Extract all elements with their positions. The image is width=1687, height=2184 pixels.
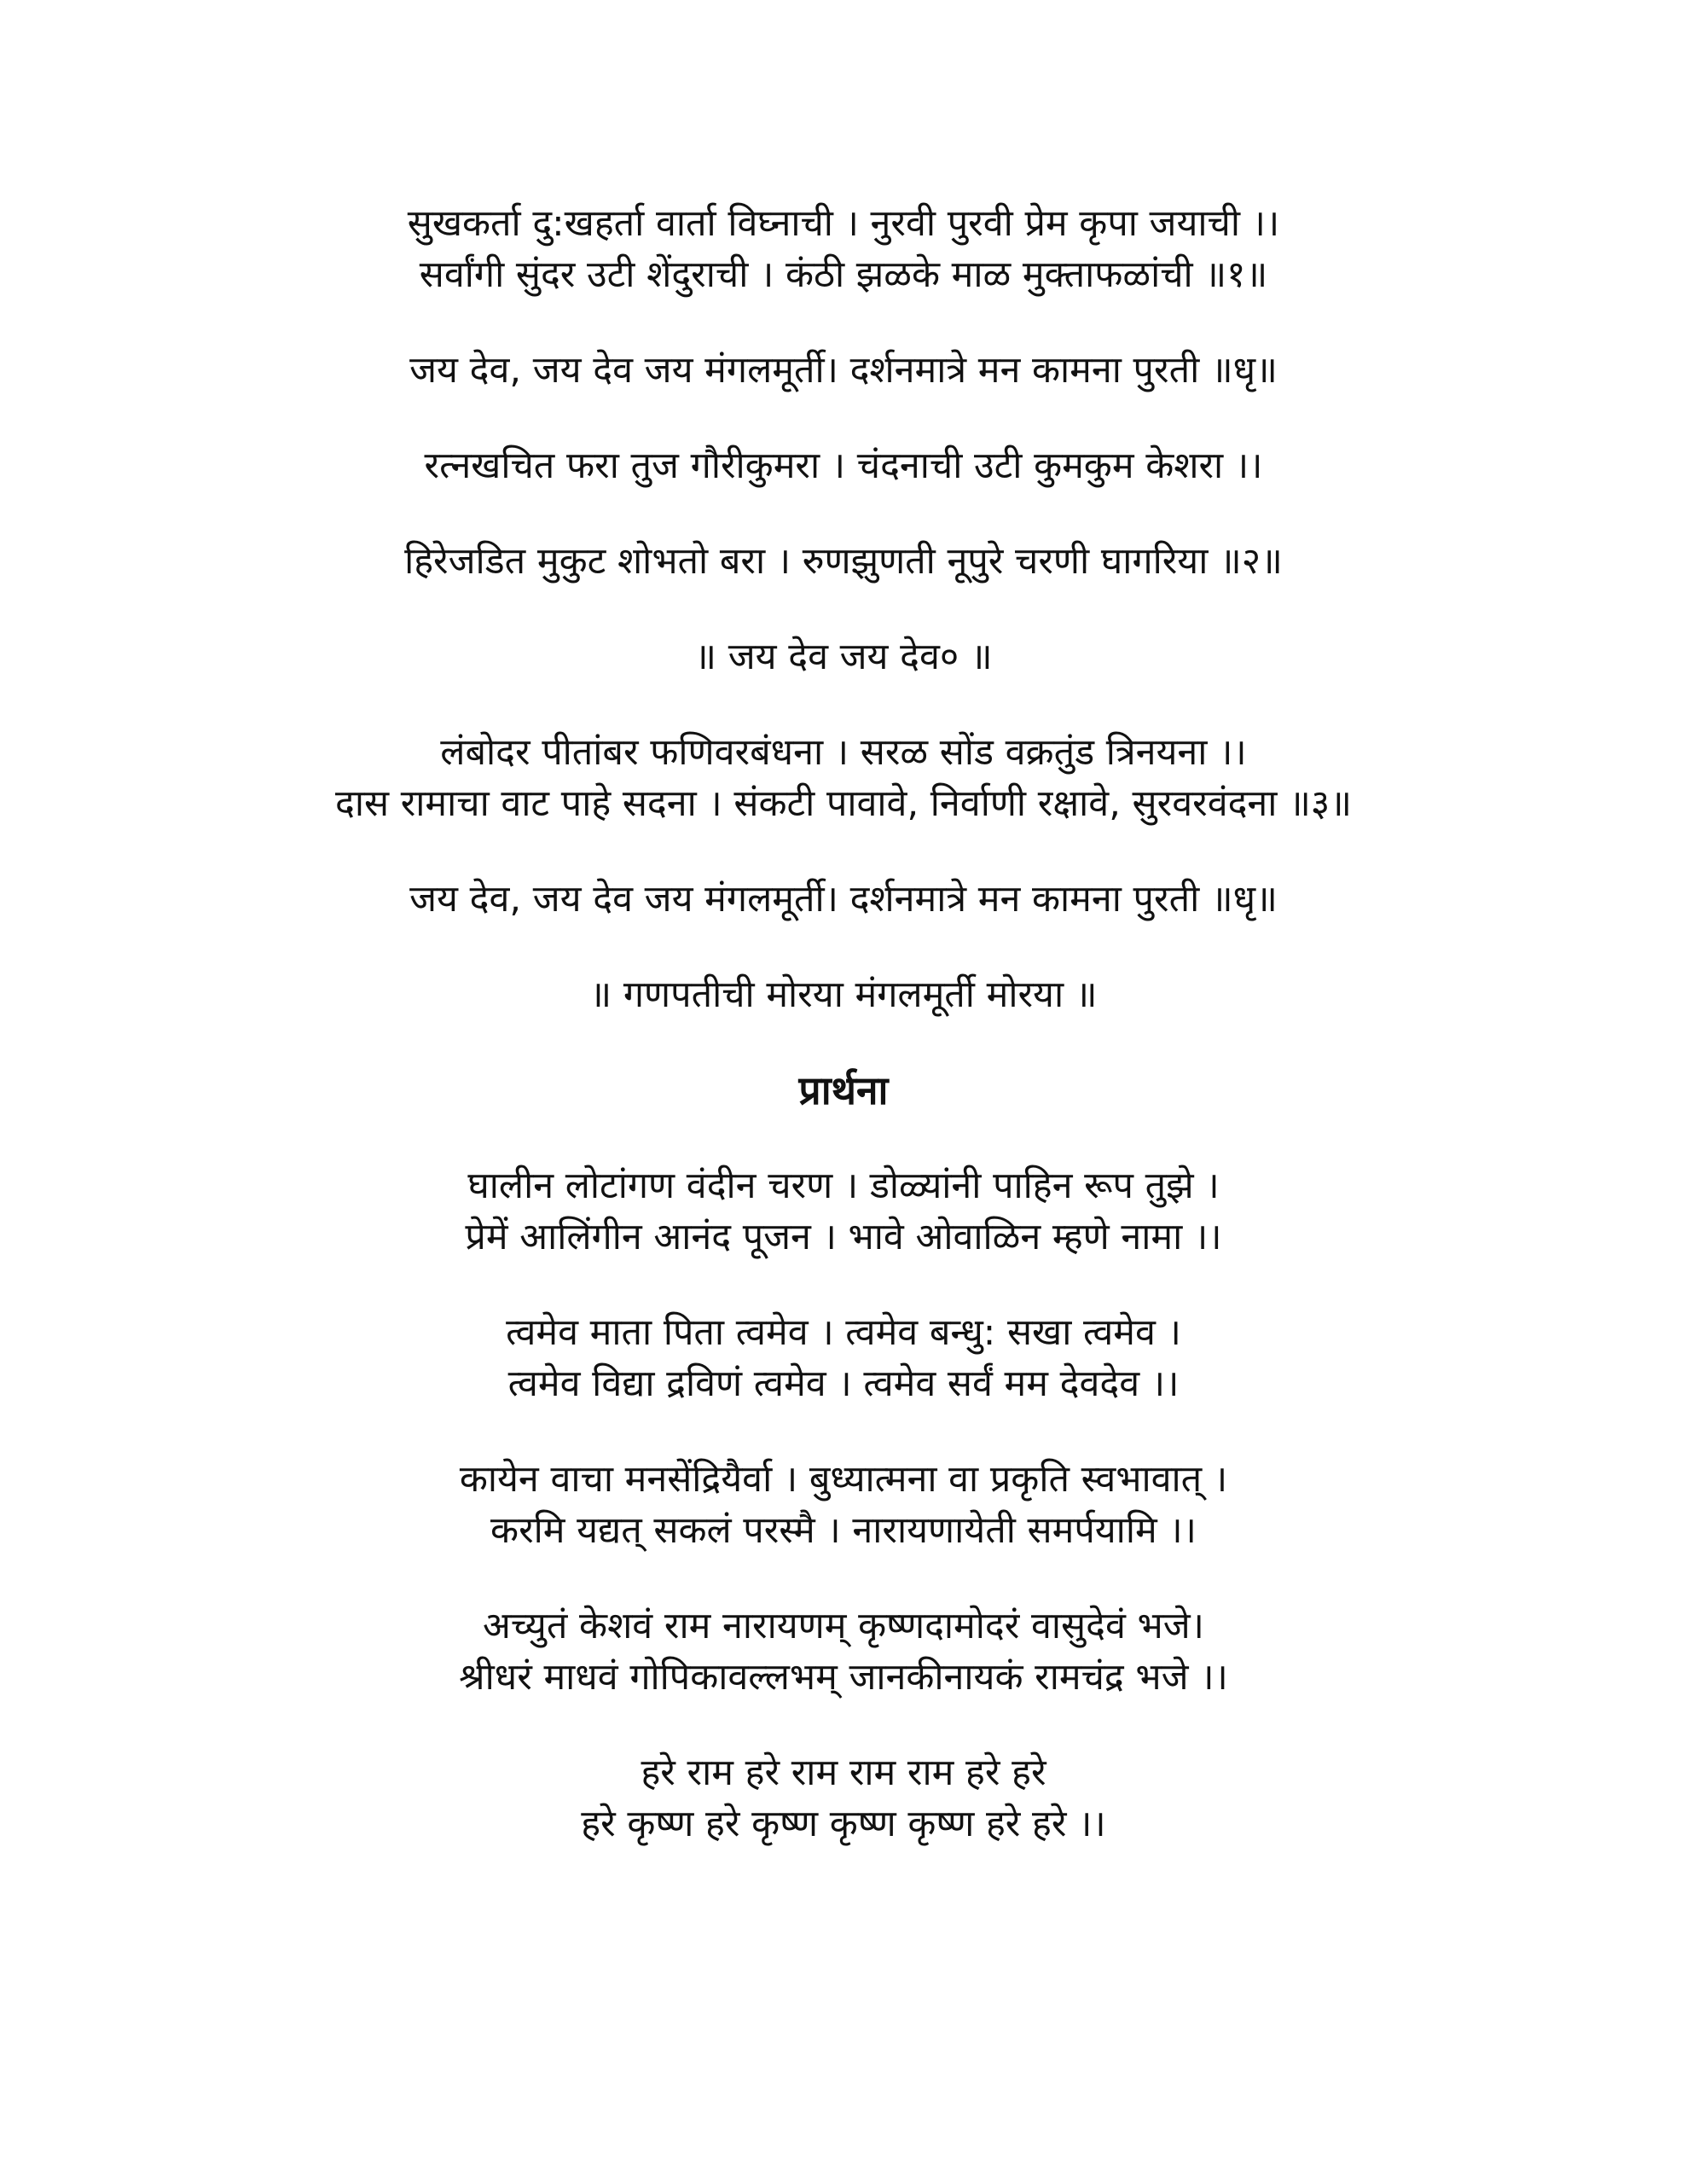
aarti-line: हिरेजडित मुकुट शोभतो बरा । रुणझुणती नूपुरे चरणी घागरिया ॥२॥ [404, 540, 1283, 583]
aarti-line: लंबोदर पीतांबर फणिवरबंधना । सरळ सोंड वक्रतुंड त्रिनयना ।। [440, 731, 1247, 774]
prayer-line: करमि यद्यत् सकलं परस्मै । नारायणायेती समर्पयामि ।। [490, 1509, 1197, 1552]
aarti-refrain [0, 345, 1687, 396]
aarti-stanza-1 [0, 198, 1687, 300]
prayer-line: त्वमेव माता पिता त्वमेव । त्वमेव बन्धु: सखा त्वमेव । [506, 1311, 1181, 1354]
aarti-refrain-short [0, 631, 1687, 682]
prayer-stanza-5 [0, 1747, 1687, 1850]
aarti-line: जय देव, जय देव जय मंगलमूर्ती। दर्शनमात्रे मन कामना पुरती ॥धृ॥ [409, 349, 1278, 392]
prayer-line: हरे राम हरे राम राम राम हरे हरे [641, 1751, 1046, 1794]
aarti-stanza-2b [0, 536, 1687, 587]
aarti-refrain-repeat [0, 874, 1687, 925]
aarti-line: दास रामाचा वाट पाहे सदना । संकटी पावावे, निर्वाणी रक्षावे, सुरवरवंदना ॥३॥ [335, 782, 1352, 825]
prayer-stanza-4 [0, 1600, 1687, 1703]
aarti-stanza-2a [0, 440, 1687, 491]
prayer-line: श्रीधरं माधवं गोपिकावल्लभम् जानकीनायकं रामचंद्र भजे ।। [459, 1656, 1228, 1699]
aarti-closing [0, 969, 1687, 1020]
prayer-stanza-3 [0, 1454, 1687, 1556]
aarti-line: ॥ गणपतीची मोरया मंगलमूर्ती मोरया ॥ [589, 973, 1098, 1016]
aarti-section [0, 198, 1687, 1020]
aarti-line: रत्नखचित फरा तुज गौरीकुमरा । चंदनाची उटी कुमकुम केशरा ।। [424, 444, 1263, 487]
aarti-line: सुखकर्ता दु:खहर्ता वार्ता विघ्नाची । नुरवी पुरवी प्रेम कृपा जयाची ।। [407, 202, 1280, 245]
aarti-stanza-3 [0, 727, 1687, 829]
prayer-line: अच्युतं केशवं राम नारायणम् कृष्णदामोदरं वासुदेवं भजे। [483, 1605, 1204, 1647]
aarti-line: जय देव, जय देव जय मंगलमूर्ती। दर्शनमात्रे मन कामना पुरती ॥धृ॥ [409, 878, 1278, 921]
prayer-section [0, 1160, 1687, 1850]
prayer-stanza-2 [0, 1307, 1687, 1409]
prayer-line: त्वमेव विद्या द्रविणं त्वमेव । त्वमेव सर्वं मम देवदेव ।। [507, 1362, 1180, 1405]
aarti-line: ॥ जय देव जय देव० ॥ [694, 636, 993, 678]
prayer-stanza-1 [0, 1160, 1687, 1263]
prayer-title: प्रार्थना [798, 1067, 889, 1113]
prayer-line: हरे कृष्ण हरे कृष्ण कृष्ण कृष्ण हरे हरे ।। [581, 1803, 1106, 1845]
prayer-line: कायेन वाचा मनसेंद्रियैर्वा । बुध्यात्मना वा प्रकृति स्वभावात् । [459, 1458, 1228, 1501]
prayer-line: घालीन लोटांगण वंदीन चरण । डोळ्यांनी पाहिन रूप तुझे । [467, 1165, 1220, 1207]
prayer-line: प्रेमें आलिंगीन आनंद पूजन । भावे ओवाळिन म्हणे नामा ।। [465, 1216, 1222, 1258]
aarti-line: सर्वांगी सुंदर उटी शेंदुराची । कंठी झळके माळ मुक्ताफळांची ॥१॥ [419, 253, 1268, 296]
